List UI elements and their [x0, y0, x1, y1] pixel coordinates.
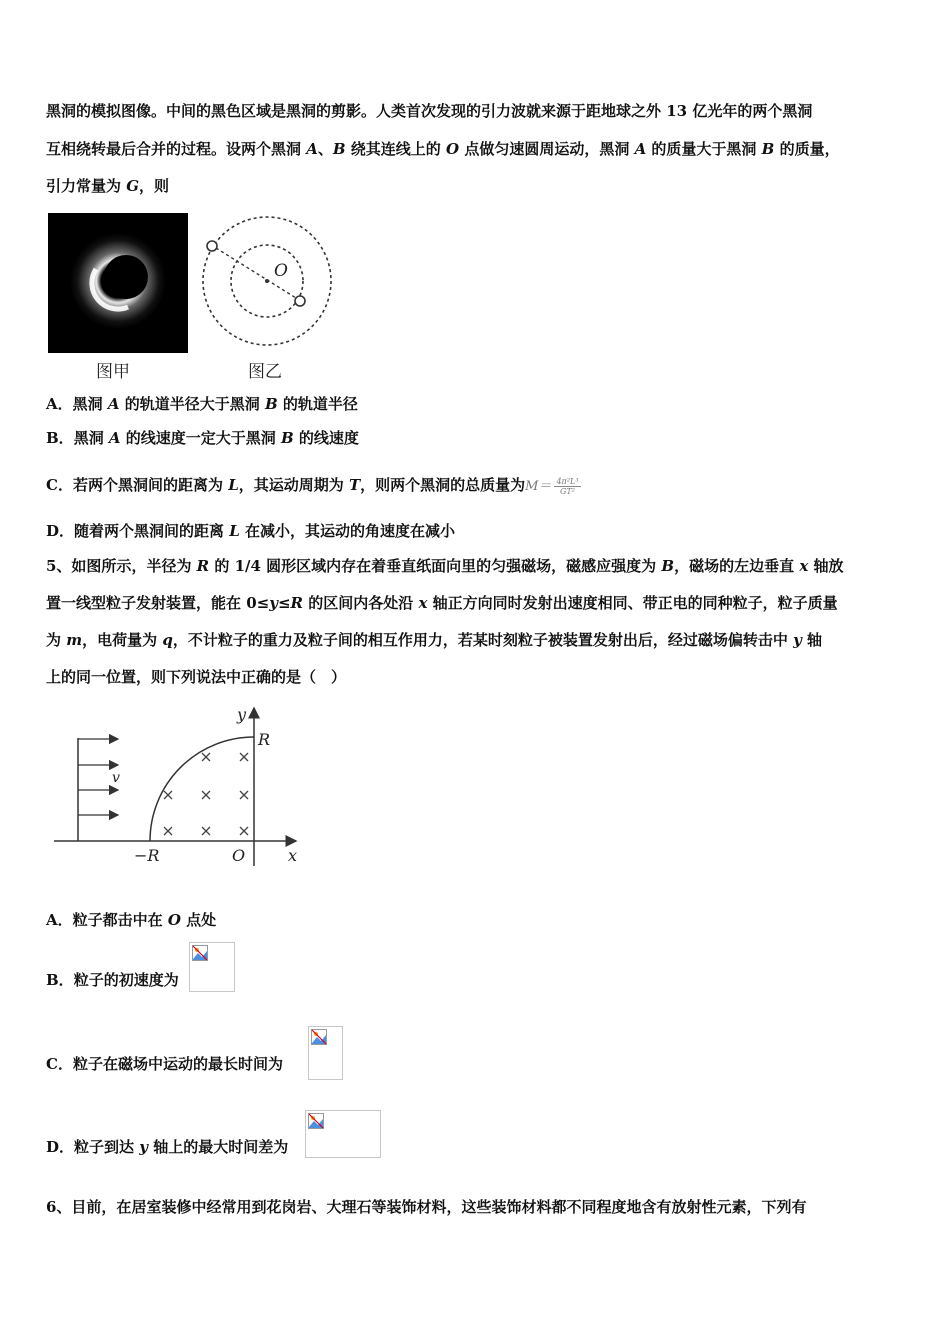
center-point [265, 279, 269, 283]
symbol-r: R [196, 557, 210, 575]
symbol-o: O [446, 140, 460, 158]
text: ，不计粒子的重力及粒子间的相互作用力，若某时刻粒子被装置发射出后，经过磁场偏转击中 [172, 631, 794, 649]
symbol-l: L [228, 476, 239, 494]
broken-image-icon [308, 1113, 324, 1129]
broken-image-icon [192, 945, 208, 961]
text: ，其运动周期为 [238, 476, 349, 494]
text: 的线速度 [293, 429, 359, 447]
option-label: D． [46, 1138, 75, 1156]
text: 若两个黑洞间的距离为 [72, 476, 229, 494]
text: 引力常量为 [46, 177, 127, 195]
text: 绕其连线上的 [345, 140, 447, 158]
black-hole-svg [48, 213, 188, 353]
option-a [46, 394, 358, 414]
symbol-x: x [799, 557, 809, 575]
text: 互相绕转最后合并的过程。设两个黑洞 [46, 140, 307, 158]
x-axis-label: x [288, 846, 298, 865]
text: 的区间内各处沿 [303, 594, 419, 612]
option-label: A． [46, 911, 73, 929]
figure-b-caption: 图乙 [248, 362, 282, 382]
q5-option-b [46, 970, 179, 990]
text: 轴放 [808, 557, 844, 575]
v-label: v [112, 770, 120, 786]
text: 轴正方向同时发射出速度相同、带正电的同种粒子，粒子质量 [427, 594, 838, 612]
symbol-x: x [418, 594, 428, 612]
symbol-b: B [264, 395, 278, 413]
broken-image-icon [311, 1029, 327, 1045]
option-label: C． [46, 1055, 73, 1073]
text: 点做匀速圆周运动，黑洞 [459, 140, 635, 158]
text: ，磁场的左边垂直 [674, 557, 800, 575]
symbol-y: y [269, 594, 278, 612]
intro-text-1: 黑洞的模拟图像。中间的黑色区域是黑洞的剪影。人类首次发现的引力波就来源于距地球之外 13 亿光年的两个黑洞 [46, 102, 813, 120]
symbol-b-field: B [661, 557, 675, 575]
text: 粒子在磁场中运动的最长时间为 [72, 1055, 283, 1073]
option-label: A． [46, 395, 73, 413]
center-label: O [274, 261, 288, 281]
formula-fraction [554, 477, 580, 496]
text: 轴上的最大时间差为 [147, 1138, 289, 1156]
figure-a-caption: 图甲 [96, 362, 130, 382]
symbol-t: T [348, 476, 361, 494]
figure-orbits [198, 212, 338, 352]
text: 在减小，其运动的角速度在减小 [239, 522, 456, 540]
option-label: C． [46, 476, 73, 494]
mass-formula [525, 475, 580, 497]
neg-r-label: −R [134, 846, 160, 865]
intro-line-1 [46, 101, 812, 121]
symbol-q: q [162, 631, 173, 649]
q5-option-d [46, 1137, 288, 1157]
y-axis-label: y [237, 705, 247, 724]
magnetic-field-svg [54, 702, 304, 870]
text: 粒子都击中在 [72, 911, 168, 929]
figure-black-hole-image [48, 213, 188, 353]
option-label: B． [46, 971, 74, 989]
option-c [46, 475, 581, 497]
text: 的线速度一定大于黑洞 [120, 429, 282, 447]
symbol-o: O [167, 911, 181, 929]
text: 为 [46, 631, 67, 649]
option-d [46, 521, 455, 541]
symbol-a: A [306, 140, 318, 158]
symbol-b: B [761, 140, 775, 158]
symbol-g: G [126, 177, 140, 195]
option-b [46, 428, 359, 448]
symbol-l: L [229, 522, 240, 540]
text: 6、目前，在居室装修中经常用到花岗岩、大理石等装饰材料，这些装饰材料都不同程度地含有放射性元素，下列有 [46, 1198, 807, 1216]
text: ，电荷量为 [82, 631, 163, 649]
text: ，则 [139, 177, 170, 195]
text: 上的同一位置，则下列说法中正确的是（ ） [46, 668, 347, 686]
text: 轴 [801, 631, 823, 649]
q5-option-c [46, 1054, 283, 1074]
text: 置一线型粒子发射装置，能在 0≤ [46, 594, 270, 612]
text: ，则两个黑洞的总质量为 [360, 476, 526, 494]
symbol-b: B [332, 140, 346, 158]
q5-line-3 [46, 630, 822, 650]
field-boundary-arc [150, 737, 254, 841]
text: 、 [317, 140, 333, 158]
text: 的 1/4 圆形区域内存在着垂直纸面向里的匀强磁场，磁感应强度为 [209, 557, 662, 575]
broken-image-d [305, 1110, 381, 1158]
option-label: B． [46, 429, 74, 447]
text: 的轨道半径大于黑洞 [119, 395, 265, 413]
text: 的轨道半径 [277, 395, 358, 413]
black-hole-a-dot [207, 241, 217, 251]
q6-line-1 [46, 1197, 806, 1217]
text: 5、如图所示，半径为 [46, 557, 197, 575]
orbits-svg [198, 212, 338, 352]
option-label: D． [46, 522, 75, 540]
q5-line-1 [46, 556, 844, 576]
black-hole-b-dot [295, 296, 305, 306]
text: 黑洞 [72, 395, 108, 413]
text: 黑洞 [73, 429, 109, 447]
q5-option-a [46, 910, 216, 930]
symbol-y: y [139, 1138, 148, 1156]
text: 粒子的初速度为 [73, 971, 179, 989]
q5-line-4 [46, 667, 346, 687]
q5-line-2 [46, 593, 838, 613]
figure-magnetic-field [54, 702, 304, 870]
symbol-b: B [281, 429, 294, 447]
formula-denominator: GT² [560, 486, 575, 496]
symbol-m: m [66, 631, 83, 649]
formula-lhs: M＝ [525, 479, 552, 494]
field-crosses [164, 753, 248, 835]
text: 随着两个黑洞间的距离 [74, 522, 230, 540]
text: 点处 [180, 911, 217, 929]
intro-line-3 [46, 176, 169, 196]
symbol-y: y [793, 631, 802, 649]
symbol-r: R [290, 594, 303, 612]
text: 的质量， [774, 140, 840, 158]
symbol-a: A [634, 140, 647, 158]
broken-image-c [308, 1026, 343, 1080]
r-label: R [258, 730, 271, 749]
text: 粒子到达 [74, 1138, 140, 1156]
formula-numerator: 4π²L³ [556, 476, 579, 486]
symbol-a: A [108, 429, 121, 447]
broken-image-b [189, 942, 235, 992]
origin-label: O [232, 846, 246, 865]
text: ≤ [277, 594, 291, 612]
intro-line-2 [46, 139, 840, 159]
symbol-a: A [107, 395, 120, 413]
text: 的质量大于黑洞 [646, 140, 762, 158]
